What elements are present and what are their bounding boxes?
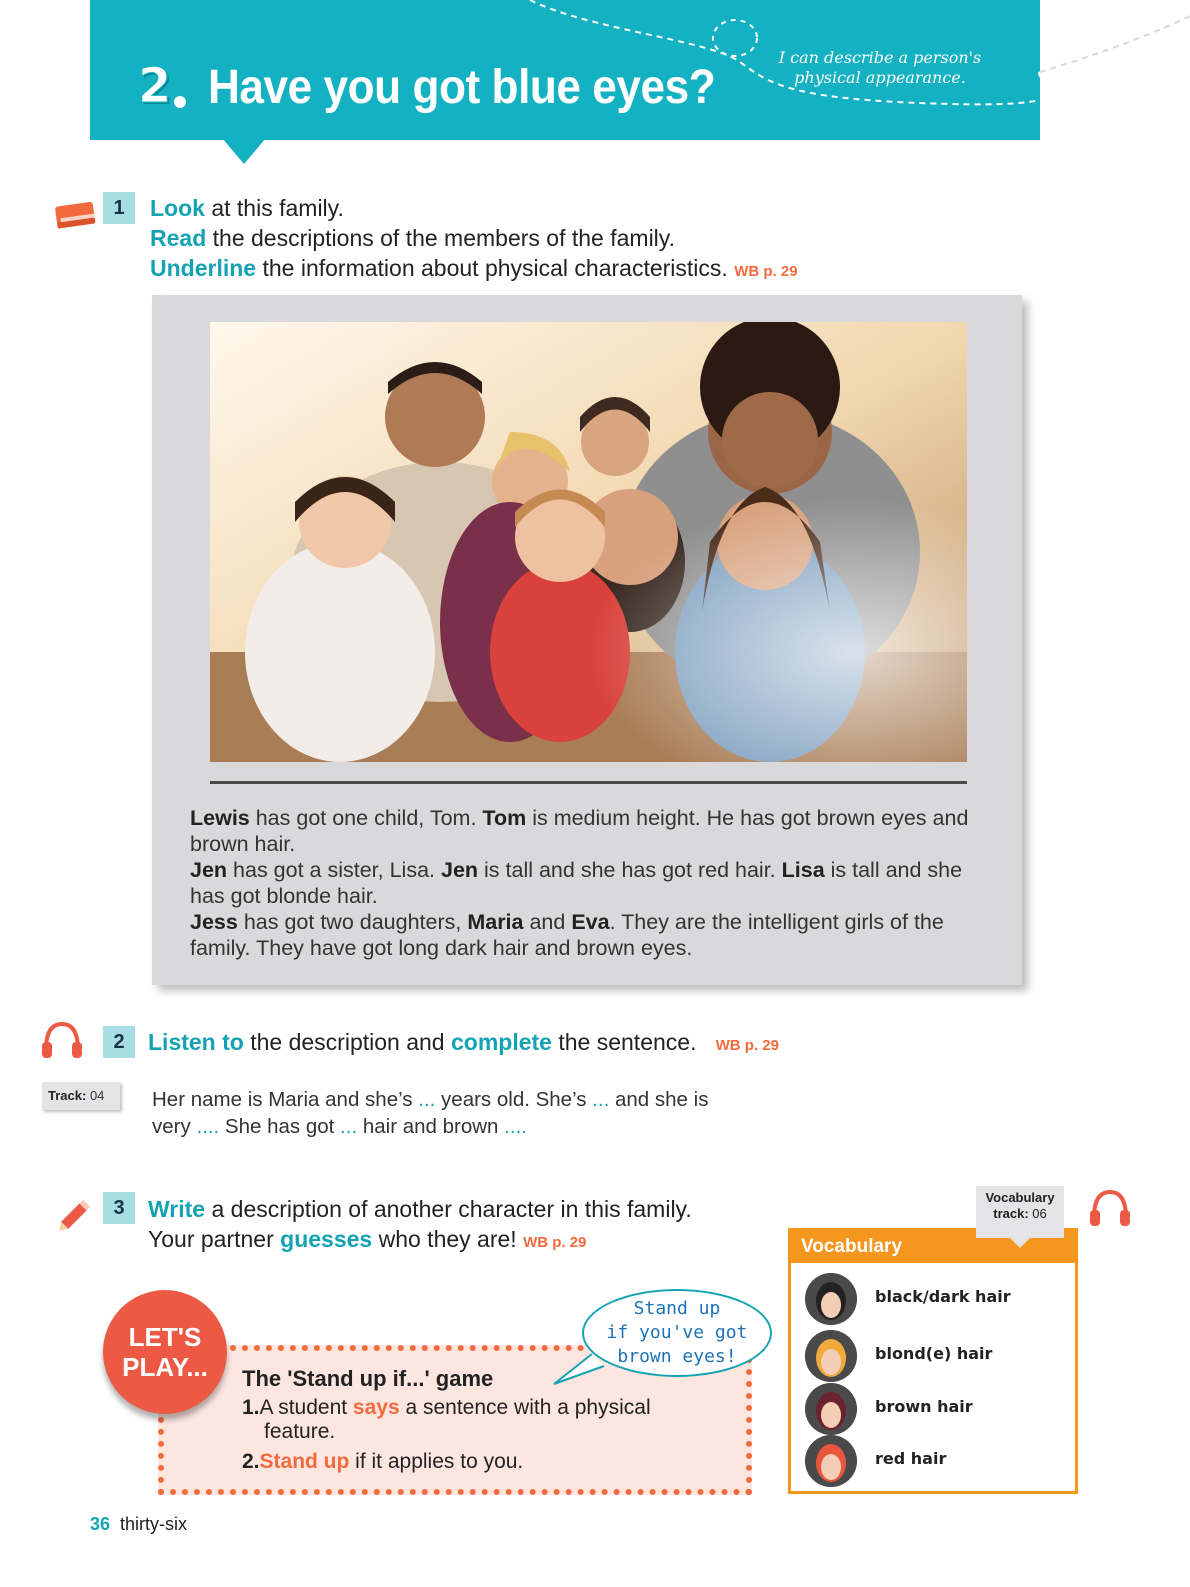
vocab-label: brown hair — [875, 1397, 973, 1416]
badge-line: PLAY... — [122, 1352, 208, 1382]
lesson-banner — [90, 0, 1040, 140]
learning-goal: I can describe a person's physical appearance. — [778, 48, 982, 87]
family-photo — [210, 322, 967, 762]
description-text: has got two daughters, — [237, 910, 468, 934]
tag-pointer — [1010, 1238, 1030, 1248]
description-paragraph — [190, 909, 990, 961]
vocab-item-blonde-hair — [805, 1330, 1065, 1382]
pencil-icon — [56, 1194, 96, 1234]
instruction-keyword: Read — [150, 225, 207, 251]
lesson-number: 2 — [138, 58, 170, 114]
track-label: Track: — [48, 1088, 87, 1103]
bubble-line: Stand up — [633, 1298, 721, 1319]
vocab-item-red-hair — [805, 1435, 1065, 1487]
exercise-number-3: 3 — [103, 1192, 135, 1224]
exercise-number-1: 1 — [103, 192, 135, 224]
name: Lewis — [190, 806, 250, 830]
step-keyword: Stand up — [259, 1450, 350, 1473]
game-step-2 — [242, 1450, 523, 1474]
family-description — [190, 805, 990, 961]
gap-text: years old. She’s — [435, 1088, 593, 1111]
divider — [210, 781, 967, 784]
instruction-text: a description of another character in this family. — [205, 1196, 692, 1222]
vocab-label: black/dark hair — [875, 1287, 1011, 1306]
track-number: 04 — [89, 1088, 105, 1103]
vocab-label: blond(e) hair — [875, 1344, 993, 1363]
gap-blank: ... — [340, 1115, 358, 1138]
description-text: is tall and she has got red hair. — [478, 858, 782, 882]
tag-label: track: — [993, 1206, 1029, 1221]
face-icon-red-hair — [805, 1435, 857, 1487]
vocab-label: red hair — [875, 1449, 947, 1468]
gap-blank: .... — [504, 1115, 527, 1138]
family-card — [152, 295, 1022, 985]
instruction-keyword: Listen to — [148, 1029, 244, 1055]
vocabulary-box — [788, 1228, 1078, 1494]
instruction-text: who they are! — [372, 1226, 517, 1252]
name: Jess — [190, 910, 238, 934]
instruction-keyword: complete — [450, 1029, 552, 1055]
name: Lisa — [781, 858, 825, 882]
page-number: 36 — [90, 1514, 111, 1534]
bubble-line: if you've got — [606, 1322, 748, 1343]
page-title: Have you got blue eyes? — [208, 61, 716, 114]
book-icon — [52, 196, 100, 232]
step-text: A student — [259, 1396, 353, 1419]
instruction-text: the description and — [243, 1029, 451, 1055]
instruction-keyword: guesses — [280, 1226, 373, 1252]
tag-line: Vocabulary — [985, 1190, 1055, 1205]
face-icon-blonde-hair — [805, 1330, 857, 1382]
exercise-number-2: 2 — [103, 1026, 135, 1058]
description-text: is tall and she has got blonde hair. — [190, 858, 963, 908]
instruction-keyword: Look — [150, 195, 205, 221]
headphones-icon[interactable] — [40, 1020, 84, 1060]
gap-text: Her name is Maria and she’s — [152, 1088, 419, 1111]
vocab-item-brown-hair — [805, 1383, 1065, 1435]
gap-fill-sentence — [152, 1086, 712, 1140]
instruction-keyword: Underline — [150, 255, 257, 281]
exercise-1-instructions — [150, 193, 798, 287]
instruction-text: the information about physical characteristics. — [256, 255, 728, 281]
instruction-text: at this family. — [204, 195, 344, 221]
exercise-3-instructions — [148, 1194, 692, 1258]
instruction-text: the descriptions of the members of the family. — [206, 225, 675, 251]
vocabulary-heading: Vocabulary — [791, 1231, 1075, 1263]
speech-bubble — [582, 1289, 772, 1377]
headphones-icon[interactable] — [1088, 1188, 1132, 1228]
workbook-reference: WB p. 29 — [734, 263, 798, 280]
dashed-decoration-outside — [1040, 0, 1190, 80]
tag-value: 06 — [1032, 1206, 1047, 1221]
gap-blank: ... — [418, 1088, 436, 1111]
description-text: has got one child, Tom. — [249, 806, 483, 830]
name: Maria — [467, 910, 524, 934]
step-text: a sentence with a physical — [399, 1396, 651, 1419]
exercise-2-instructions — [148, 1027, 779, 1061]
description-paragraph — [190, 805, 990, 857]
bubble-line: brown eyes! — [617, 1346, 737, 1367]
workbook-reference: WB p. 29 — [523, 1234, 587, 1251]
name: Jen — [440, 858, 479, 882]
instruction-text: Your partner — [148, 1226, 281, 1252]
step-keyword: says — [352, 1396, 400, 1419]
gap-blank: ... — [592, 1088, 610, 1111]
instruction-text: the sentence. — [551, 1029, 697, 1055]
gap-text: and she is very — [152, 1088, 709, 1138]
description-text: and — [523, 910, 572, 934]
description-text: . They are the intelligent girls of the family. They have got long dark hair and brown eyes. — [190, 910, 944, 960]
gap-blank: .... — [196, 1115, 220, 1138]
step-text: if it applies to you. — [349, 1450, 524, 1473]
step-number: 1. — [242, 1396, 260, 1419]
game-title: The 'Stand up if...' game — [242, 1366, 494, 1391]
description-text: has got a sister, Lisa. — [227, 858, 441, 882]
name: Eva — [571, 910, 610, 934]
vocabulary-track-tag — [976, 1186, 1064, 1238]
workbook-reference: WB p. 29 — [715, 1037, 779, 1054]
page-number-words: thirty-six — [120, 1514, 188, 1534]
lesson-number-dot — [174, 96, 186, 108]
audio-track-label — [42, 1082, 120, 1110]
face-icon-black-hair — [805, 1273, 857, 1325]
name: Jen — [190, 858, 228, 882]
game-step-1-continued: feature. — [264, 1420, 336, 1443]
game-step-1 — [242, 1396, 651, 1420]
page-footer — [90, 1514, 187, 1535]
gap-text: hair and brown — [357, 1115, 505, 1138]
lets-play-badge — [103, 1290, 227, 1414]
description-text: is medium height. He has got brown eyes and brown hair. — [190, 806, 969, 856]
badge-line: LET'S — [128, 1322, 202, 1352]
name: Tom — [482, 806, 527, 830]
face-icon-brown-hair — [805, 1383, 857, 1435]
vocab-item-black-hair — [805, 1273, 1065, 1325]
gap-text: She has got — [219, 1115, 341, 1138]
description-paragraph — [190, 857, 990, 909]
step-number: 2. — [242, 1450, 260, 1473]
banner-notch — [222, 138, 266, 164]
instruction-keyword: Write — [148, 1196, 206, 1222]
